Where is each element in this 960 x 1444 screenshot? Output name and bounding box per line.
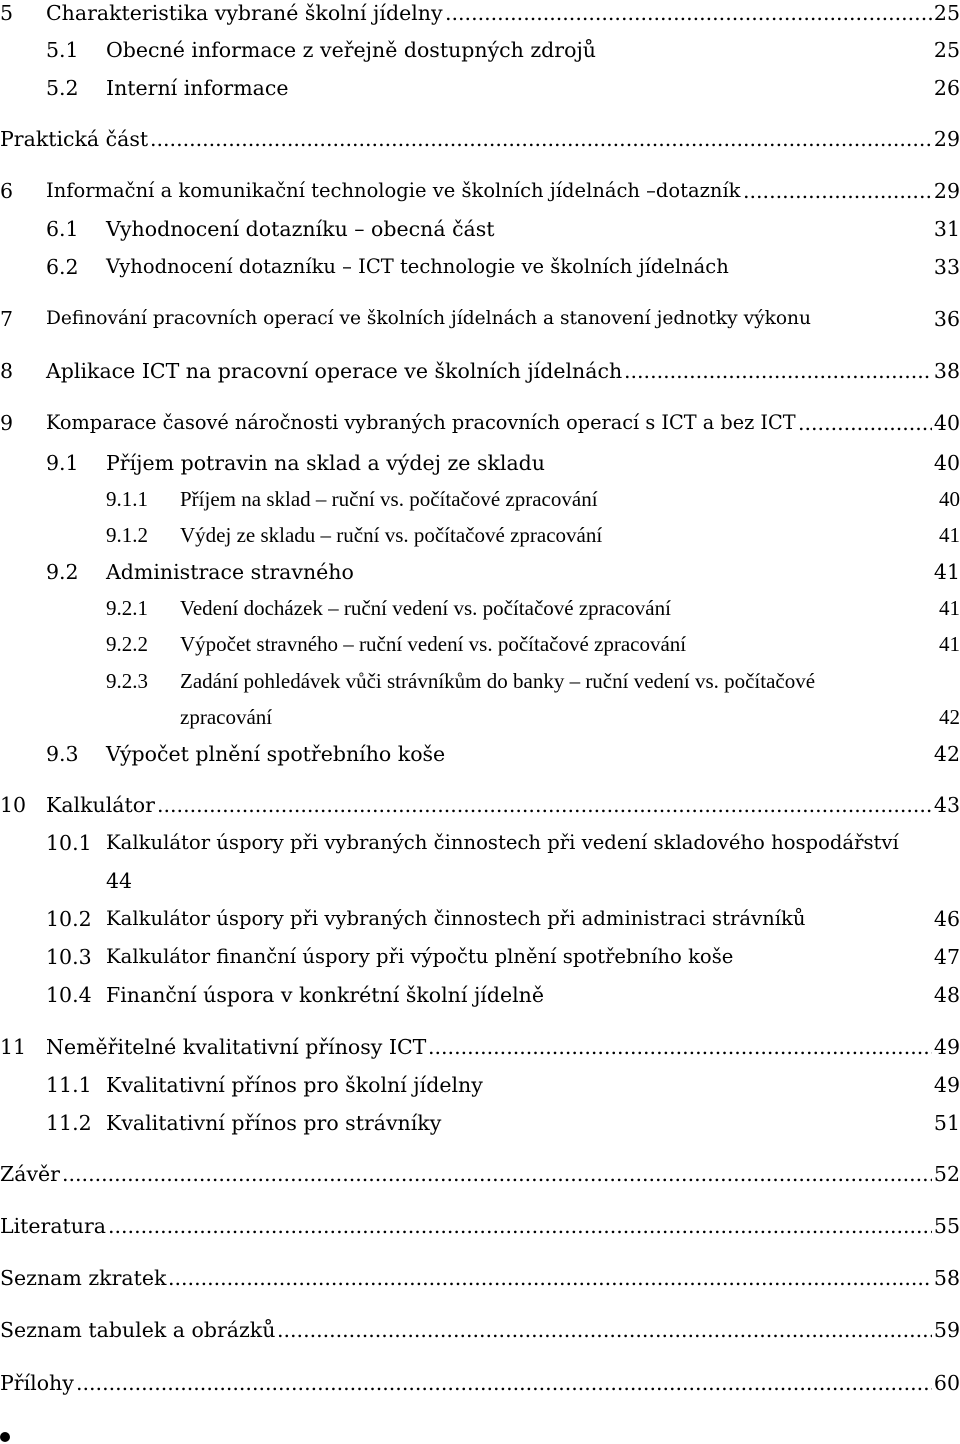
toc-entry-number: 9.2.2 [106, 632, 148, 656]
toc-entry[interactable] [0, 1157, 960, 1191]
toc-entry-page: 42 [933, 742, 960, 766]
toc-entry-title: Finanční úspora v konkrétní školní jídelně [106, 983, 544, 1007]
toc-entry-title: Aplikace ICT na pracovní operace ve školních jídelnách [46, 359, 623, 383]
toc-entry-page: 48 [933, 983, 960, 1007]
toc-leader-dots [157, 788, 932, 822]
toc-leader-dots [743, 174, 932, 208]
toc-entry-number: 6.2 [46, 255, 79, 279]
toc-entry-title-continued: zpracování [180, 705, 273, 729]
toc-entry-number: 5.2 [46, 76, 79, 100]
toc-entry-page: 49 [933, 1073, 960, 1097]
toc-entry[interactable] [0, 940, 960, 974]
toc-entry-title: Výdej ze skladu – ruční vs. počítačové zpracování [180, 523, 603, 547]
toc-entry[interactable] [0, 250, 960, 284]
toc-entry-number: 8 [0, 359, 14, 383]
toc-entry-title: Kvalitativní přínos pro školní jídelny [106, 1073, 483, 1097]
toc-entry-page: 41 [939, 632, 960, 656]
toc-entry-title: Závěr [0, 1162, 60, 1186]
toc-entry[interactable] [0, 1261, 960, 1295]
toc-entry-page: 40 [933, 411, 960, 435]
toc-entry-page: 46 [933, 907, 960, 931]
toc-entry-page: 60 [933, 1371, 960, 1395]
toc-entry-page: 33 [933, 255, 960, 279]
toc-entry[interactable] [0, 1209, 960, 1243]
toc-entry-title: Zadání pohledávek vůči strávníkům do banky – ruční vedení vs. počítačové [180, 669, 816, 693]
toc-entry-title: Vyhodnocení dotazníku – obecná část [106, 217, 495, 241]
toc-entry-page: 29 [933, 179, 960, 203]
toc-entry-number: 10.1 [46, 831, 92, 855]
toc-leader-dots [428, 1030, 932, 1064]
toc-entry[interactable] [0, 1366, 960, 1400]
toc-entry-number: 11 [0, 1035, 27, 1059]
toc-entry[interactable] [0, 737, 960, 771]
toc-entry[interactable] [0, 555, 960, 589]
toc-entry-title: Administrace stravného [106, 560, 354, 584]
toc-entry-title: Vyhodnocení dotazníku – ICT technologie ve školních jídelnách [106, 255, 729, 278]
toc-entry-number: 9.2 [46, 560, 79, 584]
toc-entry-title: Definování pracovních operací ve školních jídelnách a stanovení jednotky výkonu [46, 308, 811, 329]
toc-leader-dots [798, 406, 932, 440]
toc-entry-title: Literatura [0, 1214, 107, 1238]
toc-entry-page: 52 [933, 1162, 960, 1186]
toc-entry-number: 10.2 [46, 907, 92, 931]
toc-leader-dots [277, 1313, 932, 1347]
toc-entry-page: 25 [933, 38, 960, 62]
toc-entry-title: Příjem potravin na sklad a výdej ze skladu [106, 451, 545, 475]
toc-entry-page: 25 [933, 1, 960, 25]
toc-entry-page: 36 [933, 307, 960, 331]
toc-entry[interactable] [0, 33, 960, 67]
toc-leader-dots [168, 1261, 932, 1295]
toc-entry-page: 26 [933, 76, 960, 100]
toc-leader-dots [76, 1366, 932, 1400]
toc-entry-number: 10.3 [46, 945, 92, 969]
toc-entry[interactable] [0, 627, 960, 661]
toc-entry-number: 5.1 [46, 38, 79, 62]
toc-entry-number: 6 [0, 179, 14, 203]
toc-entry-title: Seznam tabulek a obrázků [0, 1318, 276, 1342]
toc-entry-page: 31 [933, 217, 960, 241]
toc-entry-number: 9 [0, 411, 14, 435]
toc-entry-title: Charakteristika vybrané školní jídelny [46, 1, 443, 25]
toc-entry-page: 49 [933, 1035, 960, 1059]
toc-entry[interactable] [0, 302, 960, 336]
toc-entry[interactable] [0, 71, 960, 105]
toc-entry-page: 58 [933, 1266, 960, 1290]
toc-entry[interactable] [0, 902, 960, 936]
toc-entry-number: 9.2.3 [106, 669, 148, 693]
toc-entry-number: 9.3 [46, 742, 79, 766]
toc-entry-title: Výpočet stravného – ruční vedení vs. počítačové zpracování [180, 632, 687, 656]
toc-entry-title: Kalkulátor finanční úspory při výpočtu plnění spotřebního koše [106, 945, 734, 968]
bullet-point [0, 1432, 10, 1442]
toc-entry-page: 29 [933, 127, 960, 151]
toc-entry-title: Kvalitativní přínos pro strávníky [106, 1111, 442, 1135]
toc-entry-page: 40 [939, 487, 960, 511]
toc-entry[interactable] [0, 212, 960, 246]
toc-leader-dots [62, 1157, 932, 1191]
toc-entry[interactable] [0, 354, 960, 388]
toc-entry[interactable] [0, 591, 960, 625]
toc-entry[interactable] [0, 1313, 960, 1347]
toc-entry-title: Interní informace [106, 76, 289, 100]
toc-entry-title: Komparace časové náročnosti vybraných pracovních operací s ICT a bez ICT [46, 411, 796, 434]
toc-entry[interactable] [0, 826, 960, 860]
toc-entry[interactable] [0, 1106, 960, 1140]
toc-entry-page: 44 [106, 869, 133, 893]
toc-entry[interactable] [0, 788, 960, 822]
toc-entry-title: Příjem na sklad – ruční vs. počítačové zpracování [180, 487, 598, 511]
toc-entry-page: 55 [933, 1214, 960, 1238]
toc-entry-continuation[interactable] [0, 700, 960, 734]
toc-entry-page: 51 [933, 1111, 960, 1135]
toc-entry-title: Přílohy [0, 1371, 74, 1395]
toc-entry[interactable] [0, 406, 960, 440]
toc-entry-title: Kalkulátor úspory při vybraných činnostech při administraci strávníků [106, 907, 806, 930]
toc-entry-number: 11.2 [46, 1111, 92, 1135]
toc-entry-title: Informační a komunikační technologie ve školních jídelnách –dotazník [46, 179, 741, 202]
toc-entry-number: 5 [0, 1, 14, 25]
toc-leader-dots [445, 0, 932, 30]
toc-entry-title: Kalkulátor úspory při vybraných činnostech při vedení skladového hospodářství [106, 831, 899, 854]
toc-entry[interactable] [0, 978, 960, 1012]
toc-entry-title: Vedení docházek – ruční vedení vs. počítačové zpracování [180, 596, 671, 620]
toc-entry-title: Seznam zkratek [0, 1266, 167, 1290]
toc-entry-page: 41 [933, 560, 960, 584]
toc-leader-dots [150, 122, 932, 156]
toc-entry-number: 10.4 [46, 983, 92, 1007]
toc-entry-continuation[interactable] [0, 864, 960, 898]
toc-entry[interactable] [0, 518, 960, 552]
toc-entry[interactable] [0, 174, 960, 208]
toc-entry[interactable] [0, 446, 960, 480]
toc-entry[interactable] [0, 1068, 960, 1102]
toc-leader-dots [108, 1209, 932, 1243]
toc-entry-number: 11.1 [46, 1073, 92, 1097]
toc-entry-number: 9.1.2 [106, 523, 148, 547]
toc-entry-page: 41 [939, 596, 960, 620]
toc-leader-dots [624, 354, 932, 388]
toc-entry-number: 9.1.1 [106, 487, 148, 511]
toc-entry[interactable] [0, 1030, 960, 1064]
toc-entry[interactable] [0, 664, 960, 698]
toc-entry-number: 10 [0, 793, 27, 817]
toc-entry-title: Kalkulátor [46, 793, 155, 817]
toc-entry-number: 9.2.1 [106, 596, 148, 620]
toc-entry-page: 47 [933, 945, 960, 969]
toc-entry[interactable] [0, 122, 960, 156]
toc-entry-number: 9.1 [46, 451, 79, 475]
toc-entry-title: Výpočet plnění spotřebního koše [106, 742, 446, 766]
toc-entry-page: 59 [933, 1318, 960, 1342]
toc-entry-page: 40 [933, 451, 960, 475]
toc-entry-number: 7 [0, 307, 14, 331]
toc-entry[interactable] [0, 0, 960, 30]
toc-entry-page: 43 [933, 793, 960, 817]
toc-entry-title: Praktická část [0, 127, 149, 151]
toc-entry-title: Obecné informace z veřejně dostupných zdrojů [106, 38, 596, 62]
toc-entry[interactable] [0, 482, 960, 516]
toc-entry-page: 42 [939, 705, 960, 729]
toc-entry-title: Neměřitelné kvalitativní přínosy ICT [46, 1035, 427, 1059]
toc-entry-page: 41 [939, 523, 960, 547]
toc-entry-page: 38 [933, 359, 960, 383]
toc-entry-number: 6.1 [46, 217, 79, 241]
